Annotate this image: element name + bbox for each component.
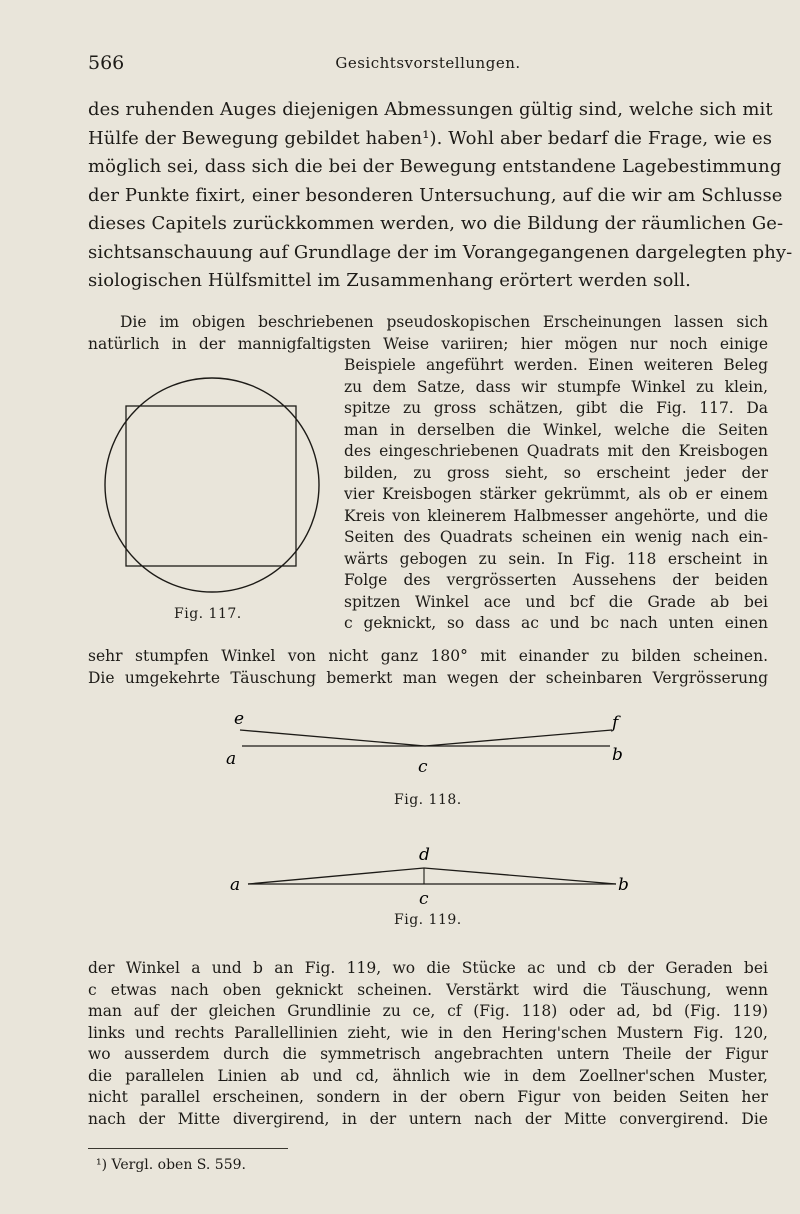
- text-line: Seiten des Quadrats scheinen ein wenig nach ein-: [344, 528, 768, 546]
- text-line: spitze zu gross schätzen, gibt die Fig. 117. Da: [344, 399, 768, 417]
- fig118-line-cf: [425, 730, 612, 746]
- fig118-line-ce: [240, 730, 425, 746]
- text-line: wärts gebogen zu sein. In Fig. 118 erscheint in: [344, 549, 768, 568]
- running-title: Gesichtsvorstellungen.: [335, 54, 521, 72]
- text-line: c geknickt, so dass ac und bc nach unten einen: [344, 614, 768, 632]
- fig119-caption: Fig. 119.: [394, 912, 462, 928]
- text-line: wo ausserdem durch die symmetrisch angebrachten untern Theile der Figur: [88, 1045, 768, 1063]
- footnote-divider: [88, 1148, 288, 1149]
- paragraph-2-start: [88, 312, 768, 355]
- paragraph-2-wrapped: [344, 355, 768, 635]
- figure-118: [220, 700, 640, 780]
- fig119-label-b: b: [618, 875, 629, 895]
- fig119-label-c: c: [419, 889, 429, 908]
- text-line: der Punkte fixirt, einer besonderen Untersuchung, auf die wir am Schlusse: [88, 184, 783, 206]
- text-line: Folge des vergrösserten Aussehens der beiden: [344, 571, 768, 589]
- fig118-label-e: e: [234, 709, 245, 729]
- fig118-caption: Fig. 118.: [394, 792, 462, 808]
- text-line: nach der Mitte divergirend, in der untern nach der Mitte convergirend. Die: [88, 1109, 768, 1128]
- text-line: Kreis von kleinerem Halbmesser angehörte, und die: [344, 506, 768, 525]
- fig119-label-d: d: [419, 845, 430, 865]
- text-line: zu dem Satze, dass wir stumpfe Winkel zu klein,: [344, 377, 768, 396]
- figure-119: [220, 838, 640, 908]
- text-line: Beispiele angeführt werden. Einen weiteren Beleg: [344, 356, 768, 374]
- fig119-label-a: a: [230, 875, 241, 895]
- text-line: bilden, zu gross sieht, so erscheint jeder der: [344, 463, 768, 482]
- fig117-square: [126, 406, 296, 566]
- text-line: des eingeschriebenen Quadrats mit den Kreisbogen: [344, 442, 768, 460]
- text-line: Hülfe der Bewegung gebildet haben¹). Wohl aber bedarf die Frage, wie es: [88, 127, 773, 149]
- paragraph-3: [88, 958, 768, 1130]
- text-line: siologischen Hülfsmittel im Zusammenhang erörtert werden soll.: [88, 270, 691, 291]
- fig117-circle: [105, 378, 319, 592]
- page-number: 566: [88, 52, 125, 74]
- footnote: ¹) Vergl. oben S. 559.: [96, 1157, 246, 1173]
- text-line: man auf der gleichen Grundlinie zu ce, cf (Fig. 118) oder ad, bd (Fig. 119): [88, 1002, 768, 1020]
- fig118-label-a: a: [226, 749, 237, 769]
- paragraph-1: [88, 96, 793, 296]
- text-line: vier Kreisbogen stärker gekrümmt, als ob er einem: [344, 485, 768, 503]
- paragraph-2-end: [88, 646, 768, 689]
- text-line: möglich sei, dass sich die bei der Bewegung entstandene Lagebestimmung: [88, 156, 782, 177]
- figure-117: [88, 370, 333, 610]
- fig117-caption: Fig. 117.: [174, 606, 242, 622]
- text-line: links und rechts Parallellinien zieht, wie in den Hering'schen Mustern Fig. 120,: [88, 1023, 768, 1042]
- text-line: die parallelen Linien ab und cd, ähnlich wie in dem Zoellner'schen Muster,: [88, 1066, 768, 1085]
- text-line: Die im obigen beschriebenen pseudoskopischen Erscheinungen lassen sich: [120, 313, 768, 331]
- text-line: dieses Capitels zurückkommen werden, wo die Bildung der räumlichen Ge-: [88, 213, 784, 234]
- fig118-label-f: f: [612, 713, 619, 733]
- fig119-line-db: [424, 868, 616, 884]
- fig118-label-c: c: [418, 757, 428, 777]
- text-line: natürlich in der mannigfaltigsten Weise variiren; hier mögen nur noch einige: [88, 334, 768, 353]
- text-line: sehr stumpfen Winkel von nicht ganz 180° mit einander zu bilden scheinen.: [88, 647, 768, 665]
- text-line: des ruhenden Auges diejenigen Abmessungen gültig sind, welche sich mit: [88, 99, 773, 120]
- text-line: sichtsanschauung auf Grundlage der im Vorangegangenen dargelegten phy-: [88, 241, 793, 263]
- text-line: spitzen Winkel ace und bcf die Grade ab bei: [344, 592, 768, 611]
- fig119-line-da: [248, 868, 424, 884]
- fig118-label-b: b: [612, 745, 623, 765]
- text-line: man in derselben die Winkel, welche die Seiten: [344, 420, 768, 439]
- page-header: [88, 52, 768, 78]
- text-line: der Winkel a und b an Fig. 119, wo die Stücke ac und cb der Geraden bei: [88, 959, 768, 977]
- text-line: c etwas nach oben geknickt scheinen. Verstärkt wird die Täuschung, wenn: [88, 980, 768, 999]
- text-line: nicht parallel erscheinen, sondern in der obern Figur von beiden Seiten her: [88, 1088, 768, 1106]
- text-line: Die umgekehrte Täuschung bemerkt man wegen der scheinbaren Vergrösserung: [88, 668, 768, 687]
